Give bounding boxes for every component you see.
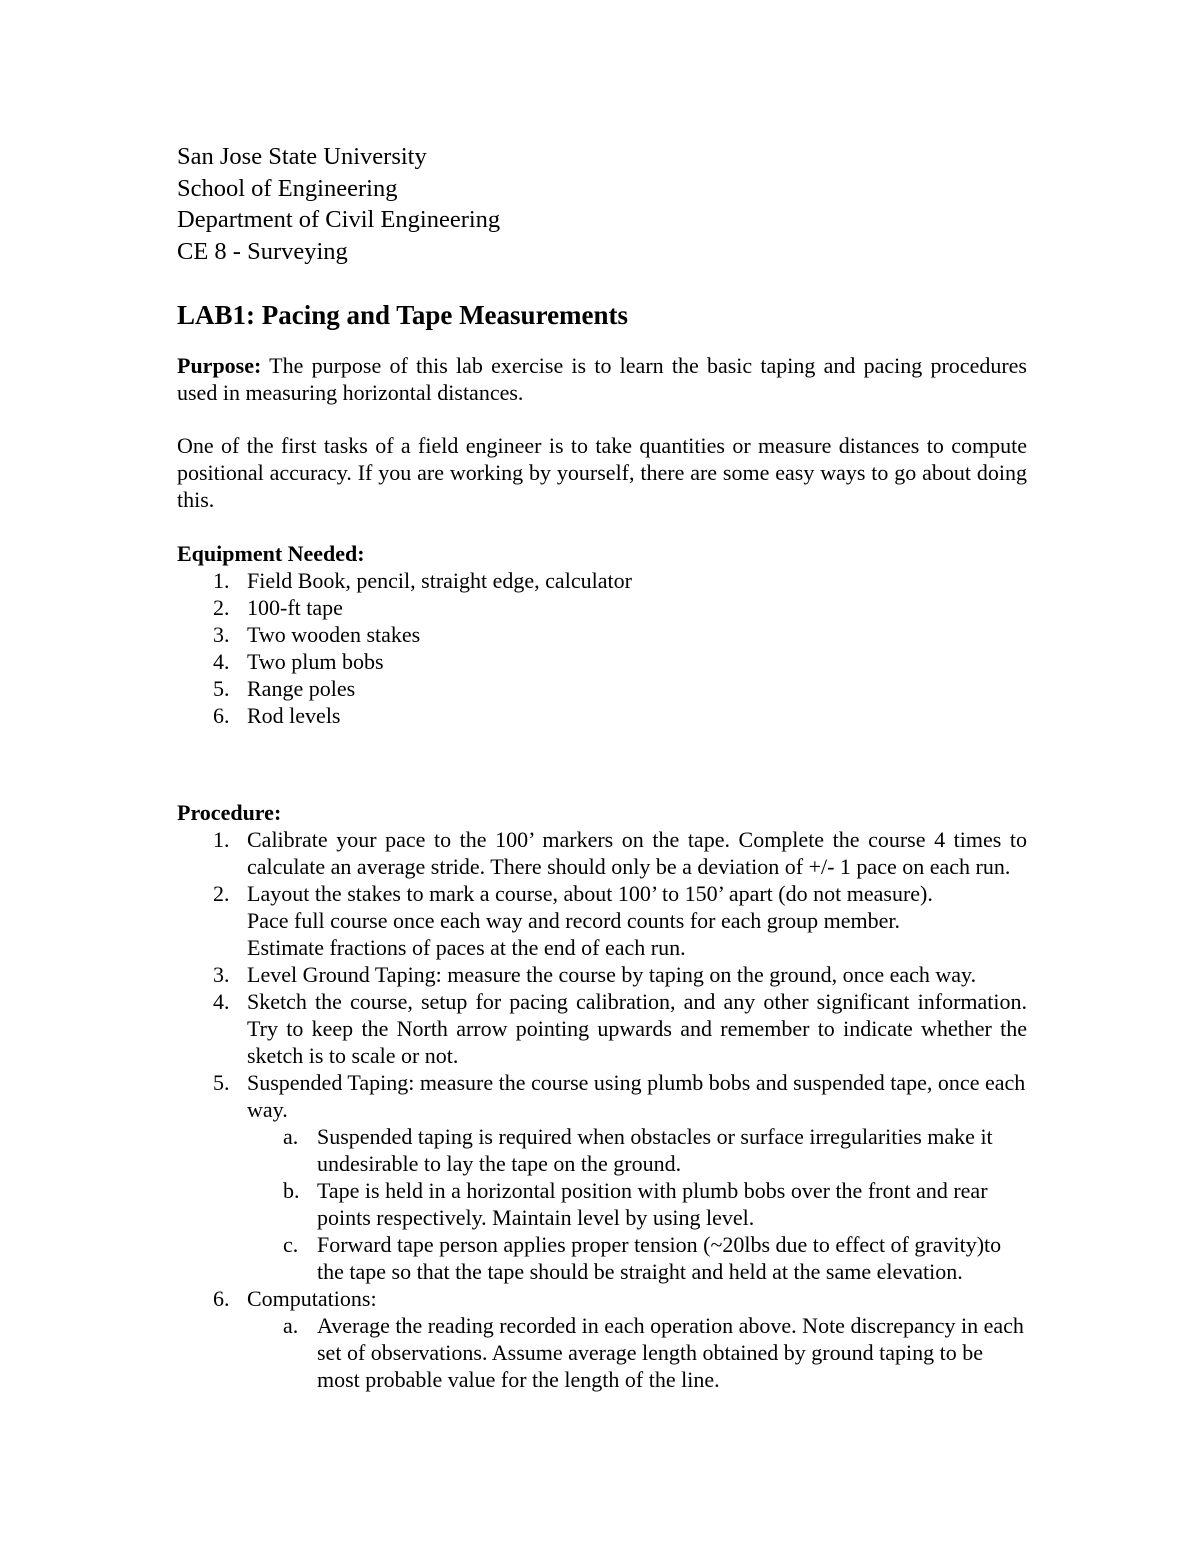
purpose-paragraph <box>177 352 1027 406</box>
step-text: Level Ground Taping: measure the course by taping on the ground, once each way. <box>247 962 977 987</box>
procedure-step <box>177 961 1027 988</box>
sub-step-letter: c. <box>283 1232 299 1257</box>
equipment-item: Two plum bobs <box>247 649 384 674</box>
step-text: Suspended Taping: measure the course using plumb bobs and suspended tape, once each way. <box>247 1070 1026 1122</box>
purpose-label: Purpose: <box>177 353 262 378</box>
list-number: 1. <box>213 568 230 593</box>
procedure-step <box>177 880 1027 961</box>
university-name: San Jose State University <box>177 143 427 170</box>
equipment-item: Two wooden stakes <box>247 622 421 647</box>
document-content <box>177 141 1027 1393</box>
sub-step-list <box>247 1123 1027 1285</box>
list-number: 3. <box>213 622 230 647</box>
department-name: Department of Civil Engineering <box>177 206 501 233</box>
sub-step <box>247 1177 1027 1231</box>
course-name: CE 8 - Surveying <box>177 237 348 265</box>
sub-step-list <box>247 1312 1027 1393</box>
equipment-list <box>177 567 1027 729</box>
step-text: Sketch the course, setup for pacing calibration, and any other significant information. Try to keep the North arrow pointing upwards and remember to indicate whether the sketch is to scale or not. <box>247 989 1027 1068</box>
procedure-step <box>177 826 1027 880</box>
list-item <box>177 594 1027 621</box>
list-number: 4. <box>213 649 230 674</box>
list-number: 2. <box>213 595 230 620</box>
list-item <box>177 675 1027 702</box>
sub-step <box>247 1312 1027 1393</box>
step-text-line: Pace full course once each way and record counts for each group member. <box>247 908 900 933</box>
step-text: Computations: <box>247 1286 377 1311</box>
school-name: School of Engineering <box>177 174 398 202</box>
sub-step-letter: a. <box>283 1313 299 1338</box>
document-header <box>177 141 1027 267</box>
intro-paragraph: One of the first tasks of a field engineer is to take quantities or measure distances to compute positional accuracy. If you are working by yourself, there are some easy ways to go about doing this. <box>177 433 1027 512</box>
purpose-text: The purpose of this lab exercise is to learn the basic taping and pacing procedures used in measuring horizontal distances. <box>177 353 1027 405</box>
list-number: 5. <box>213 1070 230 1095</box>
sub-step-letter: a. <box>283 1124 299 1149</box>
list-number: 6. <box>213 703 230 728</box>
list-number: 5. <box>213 676 230 701</box>
equipment-item: 100-ft tape <box>247 595 343 620</box>
procedure-step <box>177 1285 1027 1393</box>
step-text: Calibrate your pace to the 100’ markers on the tape. Complete the course 4 times to calculate an average stride. There should only be a deviation of +/- 1 pace on each run. <box>247 827 1027 879</box>
sub-step-text: Suspended taping is required when obstacles or surface irregularities make it undesirable to lay the tape on the ground. <box>317 1124 993 1176</box>
equipment-heading: Equipment Needed: <box>177 541 365 566</box>
list-number: 3. <box>213 962 230 987</box>
sub-step-text: Forward tape person applies proper tension (~20lbs due to effect of gravity)to the tape so that the tape should be straight and held at the same elevation. <box>317 1232 1002 1284</box>
sub-step <box>247 1123 1027 1177</box>
sub-step-text: Average the reading recorded in each operation above. Note discrepancy in each set of observations. Assume average length obtained by ground taping to be most probable value for the length of the line. <box>317 1313 1024 1392</box>
list-number: 6. <box>213 1286 230 1311</box>
equipment-item: Rod levels <box>247 703 341 728</box>
lab-title: LAB1: Pacing and Tape Measurements <box>177 300 629 330</box>
list-item <box>177 621 1027 648</box>
procedure-heading: Procedure: <box>177 800 282 825</box>
list-number: 1. <box>213 827 230 852</box>
equipment-item: Range poles <box>247 676 356 701</box>
procedure-step <box>177 1069 1027 1285</box>
list-item <box>177 702 1027 729</box>
procedure-list <box>177 826 1027 1393</box>
equipment-item: Field Book, pencil, straight edge, calculator <box>247 568 632 593</box>
sub-step-letter: b. <box>283 1178 300 1203</box>
sub-step-text: Tape is held in a horizontal position with plumb bobs over the front and rear points respectively. Maintain level by using level. <box>317 1178 988 1230</box>
procedure-step <box>177 988 1027 1069</box>
step-text-line: Layout the stakes to mark a course, about 100’ to 150’ apart (do not measure). <box>247 881 933 906</box>
list-number: 4. <box>213 989 230 1014</box>
sub-step <box>247 1231 1027 1285</box>
step-text-line: Estimate fractions of paces at the end of each run. <box>247 935 686 960</box>
list-number: 2. <box>213 881 230 906</box>
list-item <box>177 648 1027 675</box>
list-item <box>177 567 1027 594</box>
